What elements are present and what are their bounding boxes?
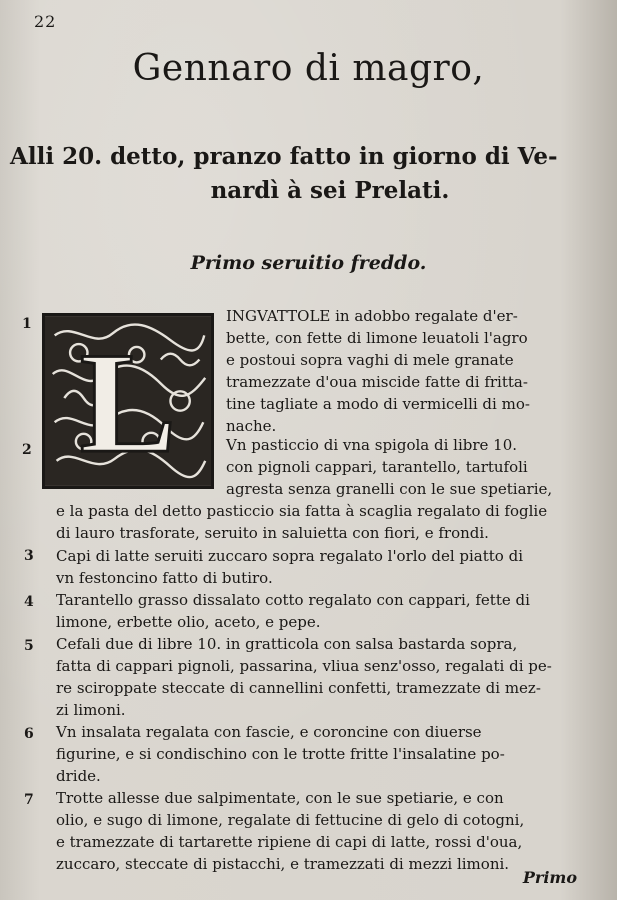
item-line: Tarantello grasso dissalato cotto regalato con cappari, fette di xyxy=(56,591,530,609)
page-number: 22 xyxy=(34,12,57,31)
item-line: bette, con fette di limone leuatoli l'agro xyxy=(226,329,528,347)
item-number: 2 xyxy=(22,442,32,458)
item-line: Trotte allesse due salpimentate, con le sue spetiarie, e con xyxy=(56,789,504,807)
item-line: Vn pasticcio di vna spigola di libre 10. xyxy=(226,436,518,454)
item-line: tine tagliate a modo di vermicelli di mo- xyxy=(226,395,530,413)
item-line: e tramezzate di tartarette ripiene di capi di latte, rossi d'oua, xyxy=(56,833,523,851)
item-line: limone, erbette olio, aceto, e pepe. xyxy=(56,613,321,631)
section-title: Primo seruitio freddo. xyxy=(190,252,427,274)
item-line: Cefali due di libre 10. in gratticola con salsa bastarda sopra, xyxy=(56,635,518,653)
item-number: 5 xyxy=(24,638,34,654)
item-number: 3 xyxy=(24,548,34,564)
item-line: Vn insalata regalata con fascie, e coroncine con diuerse xyxy=(56,723,482,741)
item-line: Capi di latte seruiti zuccaro sopra regalato l'orlo del piatto di xyxy=(56,547,523,565)
subtitle-line-1: Alli 20. detto, pranzo fatto in giorno di Ve- xyxy=(10,143,558,170)
item-line: tramezzate d'oua miscide fatte di fritta- xyxy=(226,373,528,391)
item-number: 6 xyxy=(24,726,34,742)
item-line: nache. xyxy=(226,417,277,435)
subtitle-line-2: nardì à sei Prelati. xyxy=(210,177,450,204)
item-line: e la pasta del detto pasticcio sia fatta à scaglia regalato di foglie xyxy=(56,502,548,520)
ornament-initial-icon xyxy=(45,316,211,486)
item-number: 1 xyxy=(22,316,32,332)
item-line: re sciroppate steccate di cannellini confetti, tramezzate di mez- xyxy=(56,679,541,697)
item-line: INGVATTOLE in adobbo regalate d'er- xyxy=(226,307,518,325)
page-title: Gennaro di magro, xyxy=(132,48,485,89)
item-line: e postoui sopra vaghi di mele granate xyxy=(226,351,514,369)
catchword: Primo xyxy=(522,868,577,887)
decorated-initial xyxy=(42,313,214,489)
item-line: zi limoni. xyxy=(56,701,126,719)
page-subtitle xyxy=(10,140,610,208)
item-number: 4 xyxy=(24,594,34,610)
item-line: zuccaro, steccate di pistacchi, e tramezzati di mezzi limoni. xyxy=(56,855,510,873)
item-line: dride. xyxy=(56,767,101,785)
initial-letter: L xyxy=(79,323,177,484)
item-line: fatta di cappari pignoli, passarina, vliua senz'osso, regalati di pe- xyxy=(56,657,552,675)
item-line: di lauro trasforate, seruito in saluietta con fiori, e frondi. xyxy=(56,524,489,542)
item-line: figurine, e si condischino con le trotte fritte l'insalatine po- xyxy=(56,745,505,763)
item-line: agresta senza granelli con le sue spetiarie, xyxy=(226,480,553,498)
item-number: 7 xyxy=(24,792,34,808)
item-line: con pignoli cappari, tarantello, tartufoli xyxy=(226,458,528,476)
item-line: vn festoncino fatto di butiro. xyxy=(56,569,273,587)
item-line: olio, e sugo di limone, regalate di fettucine di gelo di cotogni, xyxy=(56,811,525,829)
